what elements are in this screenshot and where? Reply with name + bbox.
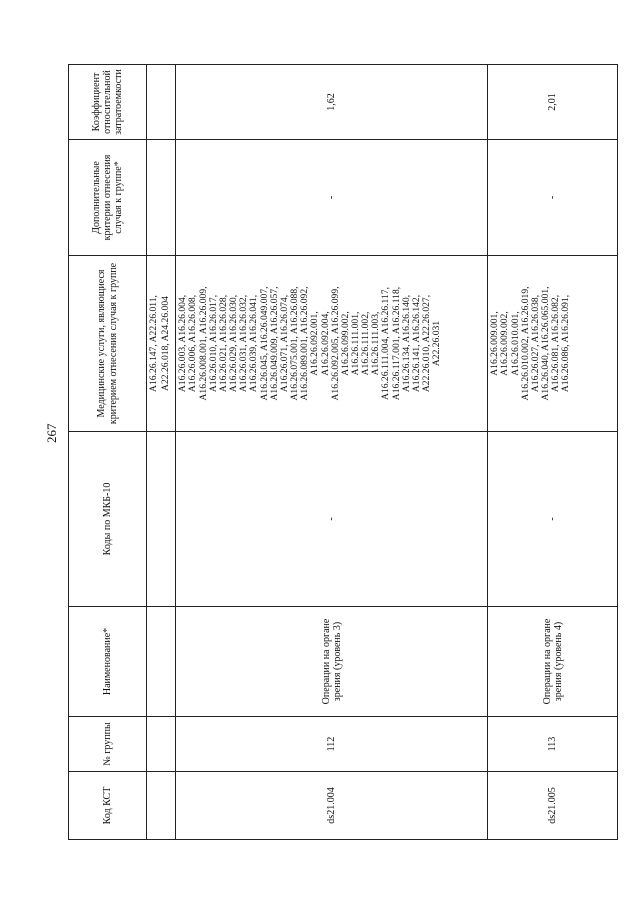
- row-criteria: -: [488, 140, 618, 256]
- row-criteria: -: [176, 140, 488, 256]
- row-mkb: -: [488, 432, 618, 607]
- header-group-number: № группы: [69, 717, 147, 772]
- service-code-line: A16.26.111.001,: [349, 311, 361, 376]
- service-code-line: A16.26.010, A16.26.017,: [207, 294, 219, 393]
- service-code-line: A16.26.027, A16.26.038,: [529, 294, 541, 393]
- service-code-line: A16.26.010.001,: [509, 311, 521, 376]
- continuation-cell: [147, 432, 176, 607]
- service-code-line: A16.26.081, A16.26.082,: [550, 294, 562, 393]
- header-code: Код КСТ: [69, 772, 147, 840]
- header-coefficient: Коэффициент относительной затратоемкости: [69, 65, 147, 140]
- table-row: [176, 65, 488, 840]
- continuation-cell: [147, 717, 176, 772]
- row-group-number: 112: [176, 717, 488, 772]
- continuation-row: [147, 65, 176, 840]
- service-code-line: A16.26.134, A16.26.140,: [400, 294, 412, 393]
- rotated-table-container: [68, 65, 608, 840]
- service-code-line: A22.26.010, A22.26.027,: [421, 294, 433, 393]
- service-code-line: A16.26.006, A16.26.008,: [187, 294, 199, 393]
- service-code-line: A16.26.003, A16.26.004,: [177, 294, 189, 393]
- continuation-cell: [147, 140, 176, 256]
- service-code-line: A16.26.021, A16.26.028,: [217, 294, 229, 393]
- header-criteria: Дополнительные критерии отнесения случая к группе*: [69, 140, 147, 256]
- service-code-line: A16.26.009.002,: [499, 311, 511, 376]
- row-code: ds21.005: [488, 772, 618, 840]
- service-code-line: A16.26.111.004, A16.26.117,: [380, 287, 392, 400]
- service-code-line: A16.26.092.004,: [319, 311, 331, 376]
- service-code-line: A22.26.031: [431, 320, 443, 367]
- services-list: [178, 259, 442, 428]
- service-code-line: A16.26.089.001, A16.26.092,: [299, 286, 311, 401]
- row-coefficient: 1,62: [176, 65, 488, 140]
- continuation-services: [147, 256, 176, 432]
- table-row: [488, 65, 618, 840]
- service-code-line: A16.26.141, A16.26.142,: [410, 294, 422, 393]
- ksg-table: [68, 64, 618, 840]
- header-mkb: Коды по МКБ-10: [69, 432, 147, 607]
- service-code-line: A16.26.099.002,: [339, 311, 351, 376]
- service-code-line: A16.26.049.009, A16.26.057,: [268, 286, 280, 401]
- page-number: 267: [44, 423, 59, 443]
- service-code-line: A16.26.040, A16.26.065.001,: [540, 286, 552, 401]
- header-name: Наименование*: [69, 607, 147, 717]
- service-code-line: A16.26.111.002,: [360, 311, 372, 376]
- row-code: ds21.004: [176, 772, 488, 840]
- service-code-line: A16.26.031, A16.26.032,: [238, 294, 250, 393]
- row-services: [176, 256, 488, 432]
- continuation-service-line: A16.26.147, A22.26.011,: [148, 295, 159, 392]
- service-code-line: A16.26.009.001,: [489, 311, 501, 376]
- service-code-line: A16.26.039, A16.26.041,: [248, 294, 260, 393]
- service-code-line: A16.26.008.001, A16.26.009,: [197, 286, 209, 401]
- header-services: Медицинские услуги, являющиеся критерием отнесения случая к группе: [69, 256, 147, 432]
- row-mkb: -: [176, 432, 488, 607]
- header-row: [69, 65, 147, 840]
- service-code-line: A16.26.029, A16.26.030,: [228, 294, 240, 393]
- service-code-line: A16.26.092.001,: [309, 311, 321, 376]
- row-name: Операции на органе зрения (уровень 3): [176, 607, 488, 717]
- row-name: Операции на органе зрения (уровень 4): [488, 607, 618, 717]
- service-code-line: A16.26.071, A16.26.074,: [278, 294, 290, 393]
- continuation-service-line: A22.26.018, A24.26.004: [160, 296, 172, 391]
- continuation-cell: [147, 65, 176, 140]
- service-code-line: A16.26.111.003,: [370, 311, 382, 376]
- continuation-cell: [147, 607, 176, 717]
- service-code-line: A16.26.045, A16.26.049.007,: [258, 286, 270, 401]
- row-coefficient: 2,01: [488, 65, 618, 140]
- continuation-cell: [147, 772, 176, 840]
- service-code-line: A16.26.086, A16.26.091,: [560, 294, 572, 393]
- service-code-line: A16.26.010.002, A16.26.019,: [519, 286, 531, 401]
- services-list: [490, 259, 571, 428]
- service-code-line: A16.26.117.001, A16.26.118,: [390, 286, 402, 401]
- row-services: [488, 256, 618, 432]
- service-code-line: A16.26.092.005, A16.26.099,: [329, 286, 341, 401]
- row-group-number: 113: [488, 717, 618, 772]
- service-code-line: A16.26.075.001, A16.26.088,: [289, 286, 301, 401]
